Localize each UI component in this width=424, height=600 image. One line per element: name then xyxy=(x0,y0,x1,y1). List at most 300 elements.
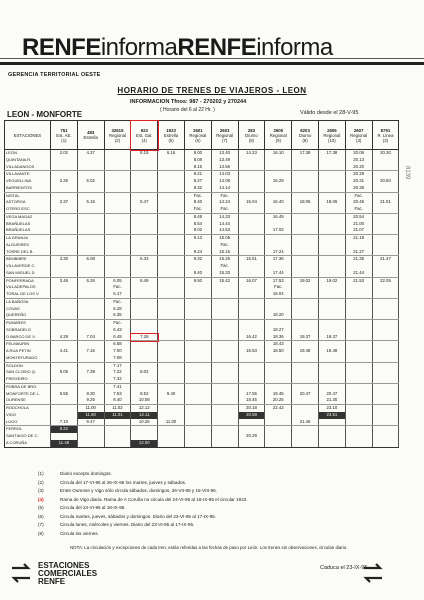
time-cell xyxy=(318,206,345,213)
time-cell xyxy=(51,206,78,213)
time-cell xyxy=(211,376,238,383)
time-cell: 4.37 xyxy=(77,150,104,157)
time-cell xyxy=(292,249,319,256)
time-cell xyxy=(265,426,292,433)
time-cell: 19.45 xyxy=(265,391,292,398)
time-cell: 13.49 xyxy=(211,157,238,164)
time-cell: 17.44 xyxy=(265,270,292,277)
time-cell xyxy=(131,206,158,213)
time-cell xyxy=(104,249,131,256)
train-note: (4) xyxy=(141,137,147,143)
time-cell xyxy=(238,440,265,447)
time-cell xyxy=(265,369,292,376)
time-cell xyxy=(158,171,185,178)
time-cell xyxy=(131,185,158,192)
time-cell xyxy=(158,433,185,440)
time-cell: 14.44 xyxy=(211,221,238,228)
time-cell: 20.20 xyxy=(345,164,372,171)
table-row xyxy=(5,277,399,284)
time-cell: 18.36 xyxy=(265,334,292,341)
station-name: PONFERRADA xyxy=(5,277,51,284)
time-cell: 14.08 xyxy=(211,178,238,185)
time-cell xyxy=(292,312,319,319)
time-cell xyxy=(372,235,399,242)
table-row xyxy=(5,355,399,362)
time-cell: 8.02 xyxy=(131,369,158,376)
station-name: FERROL xyxy=(5,426,51,433)
time-cell xyxy=(131,171,158,178)
time-cell xyxy=(292,227,319,234)
time-cell xyxy=(131,213,158,220)
time-cell xyxy=(51,171,78,178)
table-row xyxy=(5,426,399,433)
station-name: FELMAURIN xyxy=(5,341,51,348)
table-row xyxy=(5,327,399,334)
time-cell xyxy=(318,426,345,433)
time-cell xyxy=(104,171,131,178)
time-cell: 9.24 xyxy=(184,249,211,256)
time-cell xyxy=(131,327,158,334)
page-title: HORARIO DE TRENES DE VIAJEROS - LEON xyxy=(117,86,307,95)
time-cell: 16.42 xyxy=(238,334,265,341)
station-name: SOLDON xyxy=(5,362,51,369)
time-cell xyxy=(238,192,265,199)
time-cell xyxy=(345,312,372,319)
time-cell xyxy=(318,221,345,228)
train-column-header xyxy=(51,121,78,150)
train-note: (5) xyxy=(168,137,174,143)
note-item xyxy=(38,530,398,539)
time-cell xyxy=(292,270,319,277)
time-cell xyxy=(211,291,238,298)
time-cell: 2.37 xyxy=(51,199,78,206)
time-cell: 21.30 xyxy=(318,397,345,404)
time-cell xyxy=(158,426,185,433)
time-cell: Fac. xyxy=(211,263,238,270)
time-cell xyxy=(77,284,104,291)
time-cell xyxy=(265,376,292,383)
time-cell xyxy=(184,334,211,341)
train-note: (2) xyxy=(114,137,121,143)
time-cell xyxy=(158,362,185,369)
time-cell xyxy=(292,327,319,334)
time-cell: 7.17 xyxy=(104,362,131,369)
table-row xyxy=(5,433,399,440)
note-number: (1) xyxy=(38,471,44,476)
time-cell: 21.47 xyxy=(372,256,399,263)
time-cell xyxy=(131,320,158,327)
note-text: Circula martes, jueves, sábados y domingos. Diario del 23-VI-95 al 17-IX-95. xyxy=(60,513,217,519)
station-name: SOBRADELO xyxy=(5,327,51,334)
time-cell xyxy=(131,235,158,242)
time-cell xyxy=(77,206,104,213)
time-cell: 18.20 xyxy=(265,312,292,319)
time-cell xyxy=(211,320,238,327)
time-cell xyxy=(238,213,265,220)
note-item xyxy=(38,496,398,505)
time-cell xyxy=(131,306,158,313)
train-column-header xyxy=(292,121,319,150)
time-cell: 16.07 xyxy=(238,277,265,284)
time-cell xyxy=(158,263,185,270)
time-cell xyxy=(184,369,211,376)
time-cell xyxy=(77,270,104,277)
train-num: 2603 xyxy=(219,127,230,133)
table-row xyxy=(5,419,399,426)
time-cell xyxy=(77,383,104,390)
time-cell: 2.02 xyxy=(51,150,78,157)
station-name: NISTAL xyxy=(5,192,51,199)
time-cell xyxy=(104,178,131,185)
time-cell xyxy=(51,284,78,291)
time-cell xyxy=(104,433,131,440)
time-cell xyxy=(238,227,265,234)
time-cell: 5.05 xyxy=(51,369,78,376)
table-row xyxy=(5,391,399,398)
time-cell: Fac. xyxy=(184,192,211,199)
time-cell xyxy=(77,227,104,234)
time-cell: 14.33 xyxy=(211,213,238,220)
train-type: Estrella xyxy=(163,132,179,138)
table-row xyxy=(5,284,399,291)
time-cell: 2.26 xyxy=(51,178,78,185)
time-cell: 17.38 xyxy=(292,150,319,157)
table-row xyxy=(5,397,399,404)
table-row xyxy=(5,320,399,327)
note-text: Circula del 17-VI-95 al 26-IX-95 los martes, jueves y sábados. xyxy=(60,479,187,485)
time-cell: 7.08 xyxy=(104,355,131,362)
time-cell: 16.53 xyxy=(238,348,265,355)
time-cell xyxy=(372,320,399,327)
time-cell xyxy=(345,334,372,341)
time-cell xyxy=(184,440,211,447)
time-cell: 11.02 xyxy=(104,405,131,412)
station-name: VILLADANGOS xyxy=(5,164,51,171)
info-hours: ( Horario del 6 al 22 Hr. ) xyxy=(160,107,215,113)
time-cell xyxy=(158,334,185,341)
time-cell xyxy=(265,320,292,327)
time-cell xyxy=(51,157,78,164)
table-row xyxy=(5,171,399,178)
time-cell xyxy=(158,412,185,419)
time-cell: 5.15 xyxy=(77,199,104,206)
train-column-header xyxy=(131,121,158,150)
time-cell xyxy=(104,227,131,234)
renfe-arrows-icon xyxy=(8,560,34,586)
time-cell xyxy=(158,199,185,206)
time-cell: 19.48 xyxy=(292,348,319,355)
time-cell xyxy=(51,355,78,362)
time-cell: 21.53 xyxy=(345,277,372,284)
time-cell: 9.50 xyxy=(184,277,211,284)
time-cell xyxy=(51,263,78,270)
time-cell xyxy=(158,355,185,362)
time-cell xyxy=(77,242,104,249)
time-cell: 15.25 xyxy=(211,256,238,263)
time-cell xyxy=(131,348,158,355)
table-row xyxy=(5,199,399,206)
station-name: A RUA PETIN xyxy=(5,348,51,355)
note-item xyxy=(38,513,398,522)
time-cell xyxy=(372,312,399,319)
station-name: FREIXEIRO xyxy=(5,376,51,383)
station-name: VILLAVANTE xyxy=(5,171,51,178)
time-cell: 16.40 xyxy=(265,199,292,206)
time-cell: 19.02 xyxy=(292,277,319,284)
table-row xyxy=(5,249,399,256)
time-cell xyxy=(372,206,399,213)
time-cell: 14.24 xyxy=(211,199,238,206)
time-cell xyxy=(104,157,131,164)
time-cell xyxy=(372,164,399,171)
time-cell xyxy=(292,369,319,376)
time-cell xyxy=(292,235,319,242)
time-cell: 7.41 xyxy=(104,383,131,390)
time-cell xyxy=(238,171,265,178)
time-cell xyxy=(372,391,399,398)
time-cell xyxy=(104,242,131,249)
time-cell: 6.26 xyxy=(77,277,104,284)
time-cell xyxy=(292,213,319,220)
time-cell xyxy=(211,306,238,313)
time-cell: 8.30 xyxy=(77,391,104,398)
time-cell xyxy=(318,440,345,447)
time-cell xyxy=(104,440,131,447)
note-number: (7) xyxy=(38,522,44,527)
time-cell xyxy=(372,213,399,220)
time-cell: 6.33 xyxy=(131,256,158,263)
table-row xyxy=(5,263,399,270)
time-cell xyxy=(372,397,399,404)
time-cell xyxy=(372,433,399,440)
time-cell xyxy=(238,164,265,171)
time-cell xyxy=(184,341,211,348)
time-cell xyxy=(345,405,372,412)
table-row xyxy=(5,213,399,220)
train-column-header xyxy=(184,121,211,150)
time-cell: 21.46 xyxy=(292,419,319,426)
train-type: Regional xyxy=(109,132,126,138)
station-name: LA BAÑOSA xyxy=(5,298,51,305)
time-cell xyxy=(318,298,345,305)
station-name: TORAL DE LOS V. xyxy=(5,291,51,298)
time-cell: 14.53 xyxy=(211,227,238,234)
train-type: Est. Gal. xyxy=(136,132,153,138)
time-cell xyxy=(372,242,399,249)
time-cell xyxy=(292,291,319,298)
time-cell xyxy=(372,306,399,313)
time-cell xyxy=(51,221,78,228)
station-name: RODCHOLA xyxy=(5,405,51,412)
note-text: Rama de Vigo diaria. Rama de A Coruña no circula del 24-VI-95 al 18-IX-95 el circular 1923. xyxy=(60,496,248,502)
time-cell xyxy=(104,263,131,270)
time-cell xyxy=(372,405,399,412)
train-column-header xyxy=(211,121,238,150)
time-cell xyxy=(292,221,319,228)
time-cell xyxy=(131,312,158,319)
time-cell xyxy=(318,419,345,426)
train-column-header xyxy=(104,121,131,150)
time-cell xyxy=(158,164,185,171)
time-cell xyxy=(158,341,185,348)
time-cell xyxy=(158,284,185,291)
train-num: 483 xyxy=(87,130,95,135)
train-num: 2607 xyxy=(353,127,364,133)
station-name: SAN MIGUEL D. xyxy=(5,270,51,277)
time-cell xyxy=(131,355,158,362)
time-cell xyxy=(372,355,399,362)
train-num: 751 xyxy=(60,127,68,133)
time-cell: 5.55 xyxy=(51,391,78,398)
time-cell xyxy=(318,284,345,291)
time-cell xyxy=(51,362,78,369)
time-cell: 9.32 xyxy=(184,256,211,263)
time-cell xyxy=(211,334,238,341)
time-cell: 11.01 xyxy=(104,412,131,419)
time-cell xyxy=(211,369,238,376)
time-cell: 20.47 xyxy=(318,391,345,398)
time-cell xyxy=(238,284,265,291)
time-cell: 15.05 xyxy=(211,235,238,242)
time-cell: 21.07 xyxy=(345,227,372,234)
time-cell xyxy=(292,284,319,291)
time-cell xyxy=(51,341,78,348)
time-cell xyxy=(211,412,238,419)
time-cell xyxy=(77,249,104,256)
time-cell xyxy=(292,157,319,164)
time-cell xyxy=(238,263,265,270)
time-cell: 9.47 xyxy=(77,419,104,426)
time-cell xyxy=(372,440,399,447)
station-name: MONTEFURADO xyxy=(5,355,51,362)
time-cell xyxy=(265,157,292,164)
time-cell xyxy=(77,213,104,220)
table-row xyxy=(5,291,399,298)
time-cell: 9.40 xyxy=(158,391,185,398)
time-cell: 7.39 xyxy=(77,369,104,376)
time-cell xyxy=(77,327,104,334)
time-cell: 20.54 xyxy=(345,213,372,220)
time-cell xyxy=(238,419,265,426)
train-type: Regional xyxy=(269,132,287,138)
time-cell xyxy=(238,249,265,256)
time-cell xyxy=(211,426,238,433)
table-row xyxy=(5,383,399,390)
time-cell: 15.51 xyxy=(238,256,265,263)
time-cell xyxy=(345,320,372,327)
time-cell xyxy=(51,412,78,419)
time-cell xyxy=(345,397,372,404)
time-cell xyxy=(77,341,104,348)
time-cell xyxy=(345,362,372,369)
time-cell xyxy=(372,221,399,228)
time-cell xyxy=(292,164,319,171)
time-cell xyxy=(345,242,372,249)
time-cell: 8.00 xyxy=(184,150,211,157)
logo-renfe-2: RENFE xyxy=(177,34,257,61)
station-name: A CORUÑA xyxy=(5,440,51,447)
table-row xyxy=(5,405,399,412)
time-cell xyxy=(51,164,78,171)
time-cell xyxy=(131,242,158,249)
station-name: ASTORGA xyxy=(5,199,51,206)
train-note: (3) xyxy=(356,137,362,143)
time-cell xyxy=(265,242,292,249)
time-cell xyxy=(51,405,78,412)
time-cell xyxy=(345,376,372,383)
time-cell xyxy=(131,178,158,185)
table-row xyxy=(5,369,399,376)
table-row xyxy=(5,348,399,355)
time-cell xyxy=(318,369,345,376)
time-cell xyxy=(372,383,399,390)
time-cell: 8.08 xyxy=(184,157,211,164)
time-cell: 14.03 xyxy=(211,171,238,178)
time-cell: Fac. xyxy=(211,206,238,213)
time-cell: Fac. xyxy=(265,284,292,291)
logo-informa-1: informa xyxy=(100,34,178,61)
time-cell: 20.06 xyxy=(345,150,372,157)
train-note: (8) xyxy=(248,137,255,143)
time-cell xyxy=(345,298,372,305)
time-cell xyxy=(372,291,399,298)
time-cell: 8.48 xyxy=(184,213,211,220)
time-cell xyxy=(318,376,345,383)
time-cell xyxy=(184,362,211,369)
time-cell xyxy=(345,433,372,440)
station-name: ALGUEIRES xyxy=(5,242,51,249)
time-cell xyxy=(158,348,185,355)
time-cell: 6.43 xyxy=(104,327,131,334)
time-cell: Fac. xyxy=(104,320,131,327)
time-cell xyxy=(238,320,265,327)
time-cell xyxy=(131,192,158,199)
time-cell xyxy=(158,291,185,298)
train-column-header xyxy=(265,121,292,150)
time-cell xyxy=(211,327,238,334)
time-cell xyxy=(131,284,158,291)
time-cell: 14.14 xyxy=(211,185,238,192)
time-cell: 20.36 xyxy=(345,185,372,192)
time-cell xyxy=(238,355,265,362)
archive-stamp: 8139 xyxy=(404,166,410,180)
time-cell xyxy=(265,192,292,199)
time-cell xyxy=(131,383,158,390)
train-column-header xyxy=(238,121,265,150)
note-text: Circula del 24-VI-95 al 18-IX-95. xyxy=(60,505,126,510)
time-cell: 8.54 xyxy=(184,221,211,228)
train-num: 2605 xyxy=(327,127,337,133)
time-cell xyxy=(372,327,399,334)
time-cell xyxy=(104,199,131,206)
time-cell xyxy=(211,355,238,362)
table-row xyxy=(5,312,399,319)
time-cell: 14.23 xyxy=(238,150,265,157)
time-cell xyxy=(51,227,78,234)
time-cell xyxy=(77,440,104,447)
time-cell xyxy=(292,320,319,327)
train-type: Estrella xyxy=(83,135,98,140)
time-cell xyxy=(345,419,372,426)
time-cell xyxy=(158,405,185,412)
logo-renfe-1: RENFE xyxy=(22,34,101,61)
time-cell: 20.28 xyxy=(345,171,372,178)
time-cell: 3.46 xyxy=(51,277,78,284)
time-cell: 21.44 xyxy=(345,270,372,277)
time-cell xyxy=(318,235,345,242)
station-name: MONFORTE DE L. xyxy=(5,391,51,398)
time-cell xyxy=(318,256,345,263)
